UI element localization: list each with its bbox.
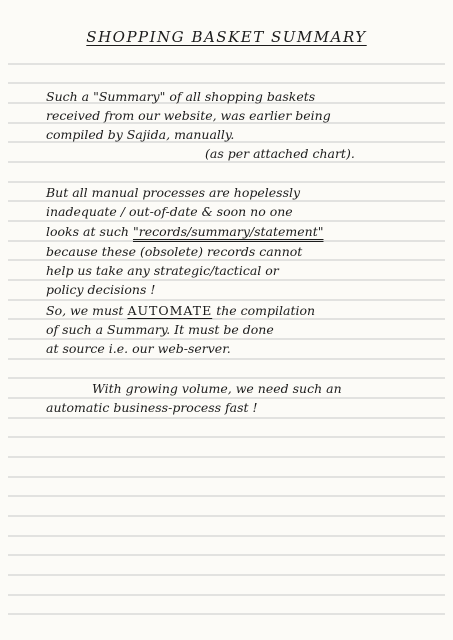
- paragraph2-line3-emphasis: "records/summary/statement": [132, 224, 324, 239]
- paragraph2-line1: But all manual processes are hopelessly: [46, 185, 301, 200]
- paragraph2-line4: because these (obsolete) records cannot: [46, 244, 303, 259]
- paragraph1-line3: compiled by Sajida, manually.: [46, 127, 235, 142]
- paragraph2-line5: help us take any strategic/tactical or: [46, 263, 279, 278]
- paragraph3-line3: at source i.e. our web-server.: [46, 341, 231, 356]
- paragraph3-line1-prefix: So, we must: [46, 303, 124, 318]
- paragraph2-line6: policy decisions !: [46, 282, 156, 297]
- paragraph4-line1: With growing volume, we need such an: [92, 381, 342, 396]
- paragraph3-line1-suffix: the compilation: [216, 303, 316, 318]
- paragraph3-line1: [46, 304, 315, 318]
- paragraph1-line1: Such a "Summary" of all shopping baskets: [46, 89, 316, 104]
- paragraph1-line4: (as per attached chart).: [205, 146, 355, 161]
- paragraph3-line2: of such a Summary. It must be done: [46, 322, 274, 337]
- paragraph2-line3: [46, 225, 323, 239]
- paragraph2-line3-prefix: looks at such: [46, 224, 129, 239]
- paragraph4-line2: automatic business-process fast !: [46, 400, 258, 415]
- paragraph1-line2: received from our website, was earlier being: [46, 108, 331, 123]
- page-title: SHOPPING BASKET SUMMARY: [86, 28, 367, 46]
- paragraph3-line1-emphasis: AUTOMATE: [127, 303, 213, 318]
- paragraph2-line2: inadequate / out-of-date & soon no one: [46, 204, 293, 219]
